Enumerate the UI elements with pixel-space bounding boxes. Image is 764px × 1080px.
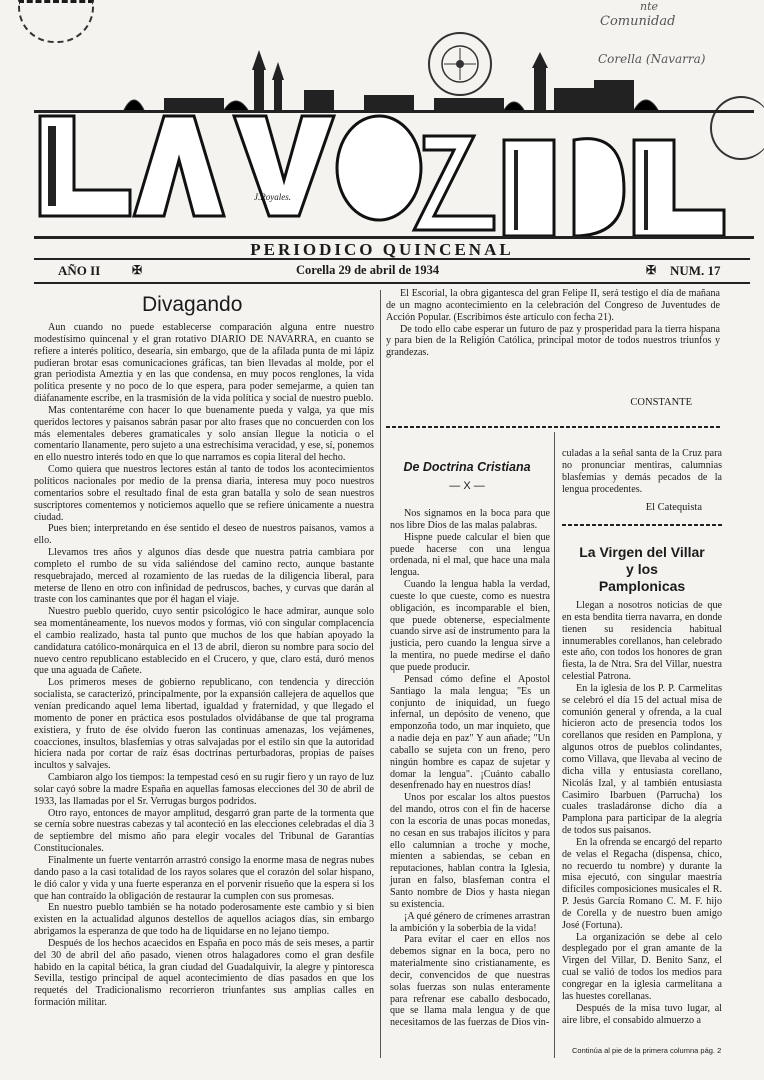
- paragraph: Como quiera que nuestros lectores están al tanto de todos los acontecimientos políticos nacionales por medio de la prensa diaria, interesa muy poco nuestros comentarios sobre el resultado final de esta gran batalla y solo de sean nuestros suscriptores comentemos y noticiemos aquello que se refiere únicamente a nuestra ciudad.: [34, 464, 374, 523]
- doctrina-signature: El Catequista: [645, 502, 702, 513]
- paragraph: Pensad cómo define el Apostol Santiago la mala lengua; "Es un conjunto de iniquidad, un fuego infernal, un depósito de veneno, que emponzoña todo, un mar inquieto, que a nadie deja en paz" Y aun añade; "Un caballo se sujeta con un freno, pero ningún hombre es capaz de sujetar y domar la lengua". ¡Cuánto caballo desenfrenado hay en nuestros días!: [390, 673, 550, 792]
- paragraph: ¡A qué género de crímenes arrastran la ambición y la soberbia de la vida!: [390, 910, 551, 934]
- issue-bar: [34, 258, 750, 284]
- corner-stamp: [18, 0, 94, 43]
- paragraph: Nuestro pueblo querido, cuyo sentir psicológico le hace admirar, aunque solo sea momentáneamente, los nuevos modos y formas, vió con singular complacencia el cambio realizado, hasta tal punto que muchos de los que habían apoyado la candidatura católico-monárquica en el 13 de abril, dieron su nombre para socio del nuevo centro republicano establecido en el Crucero, y que, claro está, duró menos que una aguada de Cañete.: [34, 606, 374, 677]
- article-headline-divagando: Divagando: [142, 293, 243, 316]
- column-rule: [554, 432, 555, 1058]
- divagando-right-column: [386, 288, 720, 359]
- paragraph: Hispne puede calcular el bien que puede hacerse con una lengua ordenada, ni el mal, que hace una mala lengua.: [390, 531, 550, 579]
- section-divider: [562, 524, 722, 526]
- paragraph: La organización se debe al celo desplegado por el gran amante de la Virgen del Villar, D. Benito Sanz, el cual se valió de todos los medios para congregar en la iglesia carmelitana a las huestes corellanas.: [562, 931, 722, 1002]
- paragraph: culadas a la señal santa de la Cruz para no pronunciar mentiras, calumnias blasfemias y demás pecados de la lengua procedentes.: [562, 448, 722, 495]
- headline-line: La Virgen del Villar: [579, 544, 705, 560]
- masthead-title-art: [34, 40, 754, 240]
- paragraph: En la iglesia de los P. P. Carmelitas se celebró el día 15 del actual misa de comunión general y ofrenda, a la cual hicieron acto de presencia todos los corellanos que residen en Pamplona, y algunos otros de pueblos colindantes, como Villava, que llevaba al vecino de dicha villa y entusiasta corellano, Nicolás Izal, y al también entusiasta Casimiro Ibarbuen (Parrucha) los cuales trasladáronse dicho día a Pamplona para participar de la alegría de todos sus paisanos.: [562, 682, 722, 837]
- paragraph: Otro rayo, entonces de mayor amplitud, desgarró gran parte de la tormenta que se cernía sobre nuestras cabezas y tal aconteció en las elecciones celebradas el día 3 de septiembre del mismo año para elegir vocales del Tribunal de Garantías Constitucionales.: [34, 807, 374, 855]
- periodical-subtitle: PERIODICO QUINCENAL: [250, 240, 514, 259]
- issue-year: AÑO II: [58, 263, 101, 278]
- issue-number: NUM. 17: [670, 263, 721, 278]
- paragraph: Pues bien; interpretando en ése sentido el deseo de nuestros paisanos, vamos a ello.: [34, 523, 374, 547]
- doctrina-continuation: [562, 448, 722, 495]
- issue-date: Corella 29 de abril de 1934: [296, 263, 440, 277]
- masthead-artist-signature: J.Royales.: [254, 192, 291, 202]
- paragraph: Para evitar el caer en ellos nos debemos signar en la boca, pero no materialmente sino cristianamente, es decir, convencidos de que nuestras solas fuerzas son nulas enteramente para refrenar ese caballo desbocado, que se llama mala lengua y de que necesitamos de las fuerzas de Dios vin-: [390, 934, 550, 1029]
- paragraph: Finalmente un fuerte ventarrón arrastró consigo la enorme masa de negras nubes dando paso a la casi totalidad de los rayos solares que el corazón del solar hispano, le dió calor y vida y una fuerte esperanza en el porvenir risueño que la espera si los que han contraído la obligación de restaurar la cumplen con sus promesas.: [34, 854, 374, 902]
- paragraph: Cambiaron algo los tiempos: la tempestad cesó en su rugir fiero y un rayo de luz solar cayó sobre la madre España en aquellas famosas elecciones del 30 de abril de 1933, las llamadas por el Sr. Verrugas burgos podridos.: [34, 772, 374, 807]
- masthead: [34, 40, 754, 250]
- paragraph: Llevamos tres años y algunos días desde que nuestra patria cambiara por completo el rumbo de su vida saliéndose del camino recto, aunque bastante resquebrajado, merced al rozamiento de las ruedas de la diligencia liberal, para meterse de lleno en otro con infinidad de pedruscos, baches, y curvas que darán al traste con los caminantes que por él hagan el viaje.: [34, 547, 374, 606]
- paragraph: En nuestro pueblo también se ha notado poderosamente este cambio y si bien existen en la actualidad algunos destellos de aquellos aciagos días, sin embargo abrigamos la esperanza de que todo ha de liquidarse en no lejano tiempo.: [34, 902, 374, 938]
- paragraph: Después de la misa tuvo lugar, al aire libre, el consabido almuerzo a: [562, 1002, 722, 1026]
- paragraph: Nos signamos en la boca para que nos libre Dios de las malas palabras.: [390, 508, 550, 531]
- handwritten-note-2: Corella (Navarra): [598, 52, 706, 66]
- column-rule: [380, 290, 381, 1058]
- paragraph: Los primeros meses de gobierno republicano, con tendencia y dirección socialista, se caracterizó, principalmente, por la expansión callejera de aquellos que venían predicando aquel lema libertad, igualdad y fraternidad, y que llegado el momento de poner en práctica esos postulados olvidábanse de que tal programa existiera, y fruto de ése olvido fueron las continuas amenazas, los vejámenes, coacciones, insultos, blasfemias y otras salvajadas por el estilo sin que la autoridad hiciera nada por cortar de raíz ésas doctrinas perturbadoras, propias de países incultos y salvajes.: [34, 677, 374, 772]
- article-headline-virgen: [558, 544, 726, 595]
- paragraph: El Escorial, la obra gigantesca del gran Felipe II, será testigo el día de mañana de un magno acontecimiento en la celebración del Congreso de Juventudes de Acción Popular. (Escribimos éste artículo con fecha 21).: [386, 288, 720, 323]
- continuation-note: Continúa al pie de la primera columna pág. 2: [572, 1046, 722, 1055]
- paragraph: Aun cuando no puede establecerse comparación alguna entre nuestro modestísimo quincenal y el gran rotativo DIARIO DE NAVARRA, en cuanto se refiere a interés político, desearía, sin embargo, que de la afilada punta de mi lápiz pudieran brotar esas comunicaciones gráficas, tan bien llevadas al molde, por el gran periodista Ameztia y en las que condensa, en muy pocos renglones, la vida política presente y no poco de lo que espera, para poder semejarme, a quien tan diáfanamente escribe, en la trasmisión de la vida política y social de nuestro pueblo.: [34, 322, 374, 405]
- paragraph: Mas contentaréme con hacer lo que buenamente pueda y valga, ya que mis queridos lectores y paisanos sabrán pasar por alto frases que no concuerden con los más elementales deberes gramaticales y solo ansían llegue la noticia o el comentario llanamente, pero sujeto a una estrechísima veracidad, y ese, sí, ponemos en ello nuestro interés todo en que lo que narramos es copia literal del hecho.: [34, 404, 374, 464]
- paragraph: En la ofrenda se encargó del reparto de velas el Regacha (dispensa, chico, no recuerdo tu nombre) y durante la misa ejecutó, con singular maestría difíciles composiciones musicales el R. P. Jesús García Romano C. M. F. hijo de Corella y de nuestro buen amigo José (Fortuna).: [562, 836, 722, 931]
- paragraph: Después de los hechos acaecidos en España en poco más de seis meses, a partir del 30 de abril del año pasado, vienen otros halagadores como el gran desfile habido en la capital bética, la gran ciudad del Guadalquivir, la alegre y pintoresca Sevilla, testigo principal de aquel acontecimiento de días pasados en que los requetés del Tradicionalismo recorrieron triunfantes sus amplias calles en formación militar.: [34, 937, 374, 1009]
- headline-line: Pamplonicas: [598, 578, 686, 594]
- virgen-column: [562, 600, 722, 1026]
- handwritten-note-1: Comunidad: [600, 14, 676, 29]
- doctrina-column: [390, 508, 550, 1029]
- article-headline-doctrina: De Doctrina Cristiana: [403, 460, 531, 474]
- article-section-number: — X —: [449, 480, 485, 492]
- ornament-icon: ✠: [132, 263, 143, 277]
- divagando-left-column: [34, 322, 374, 1009]
- paragraph: Unos por escalar los altos puestos del mando, otros con el fin de hacerse con la escoria de unas pocas monedas, no cesan en sus trabajos ilícitos y para ello calumnian a troche y moche, mienten a sabiendas, se ceban en reputaciones, hablan contra la Iglesia, juran en falso, blasfeman contra el Santo nombre de Dios y hasta niegan su existencia.: [390, 792, 550, 910]
- handwritten-note-3: nte: [640, 0, 659, 13]
- headline-line: y los: [626, 561, 658, 577]
- section-divider: [386, 426, 720, 428]
- paragraph: De todo ello cabe esperar un futuro de paz y prosperidad para la tierra hispana y para bien de la Religión Católica, principal motor de todos nuestros triunfos y grandezas.: [386, 323, 720, 359]
- paragraph: Cuando la lengua habla la verdad, cueste lo que cueste, como es nuestra obligación, es incomparable el bien, que puede obtenerse, especialmente cuando sirve así de instrumento para la justicia, pero cuando la lengua sirve a la mentira, no puede medirse el daño que puede producir.: [390, 579, 550, 673]
- divagando-signature: CONSTANTE: [630, 397, 692, 408]
- ornament-icon: ✠: [646, 263, 657, 277]
- paragraph: Llegan a nosotros noticias de que en esta bendita tierra navarra, en donde tienen su residencia habitual innumerables corellanos, han celebrado este año, con todos los honores de gran fiesta, la de Ntra. Sra del Villar, nuestra celestial Patrona.: [562, 600, 722, 683]
